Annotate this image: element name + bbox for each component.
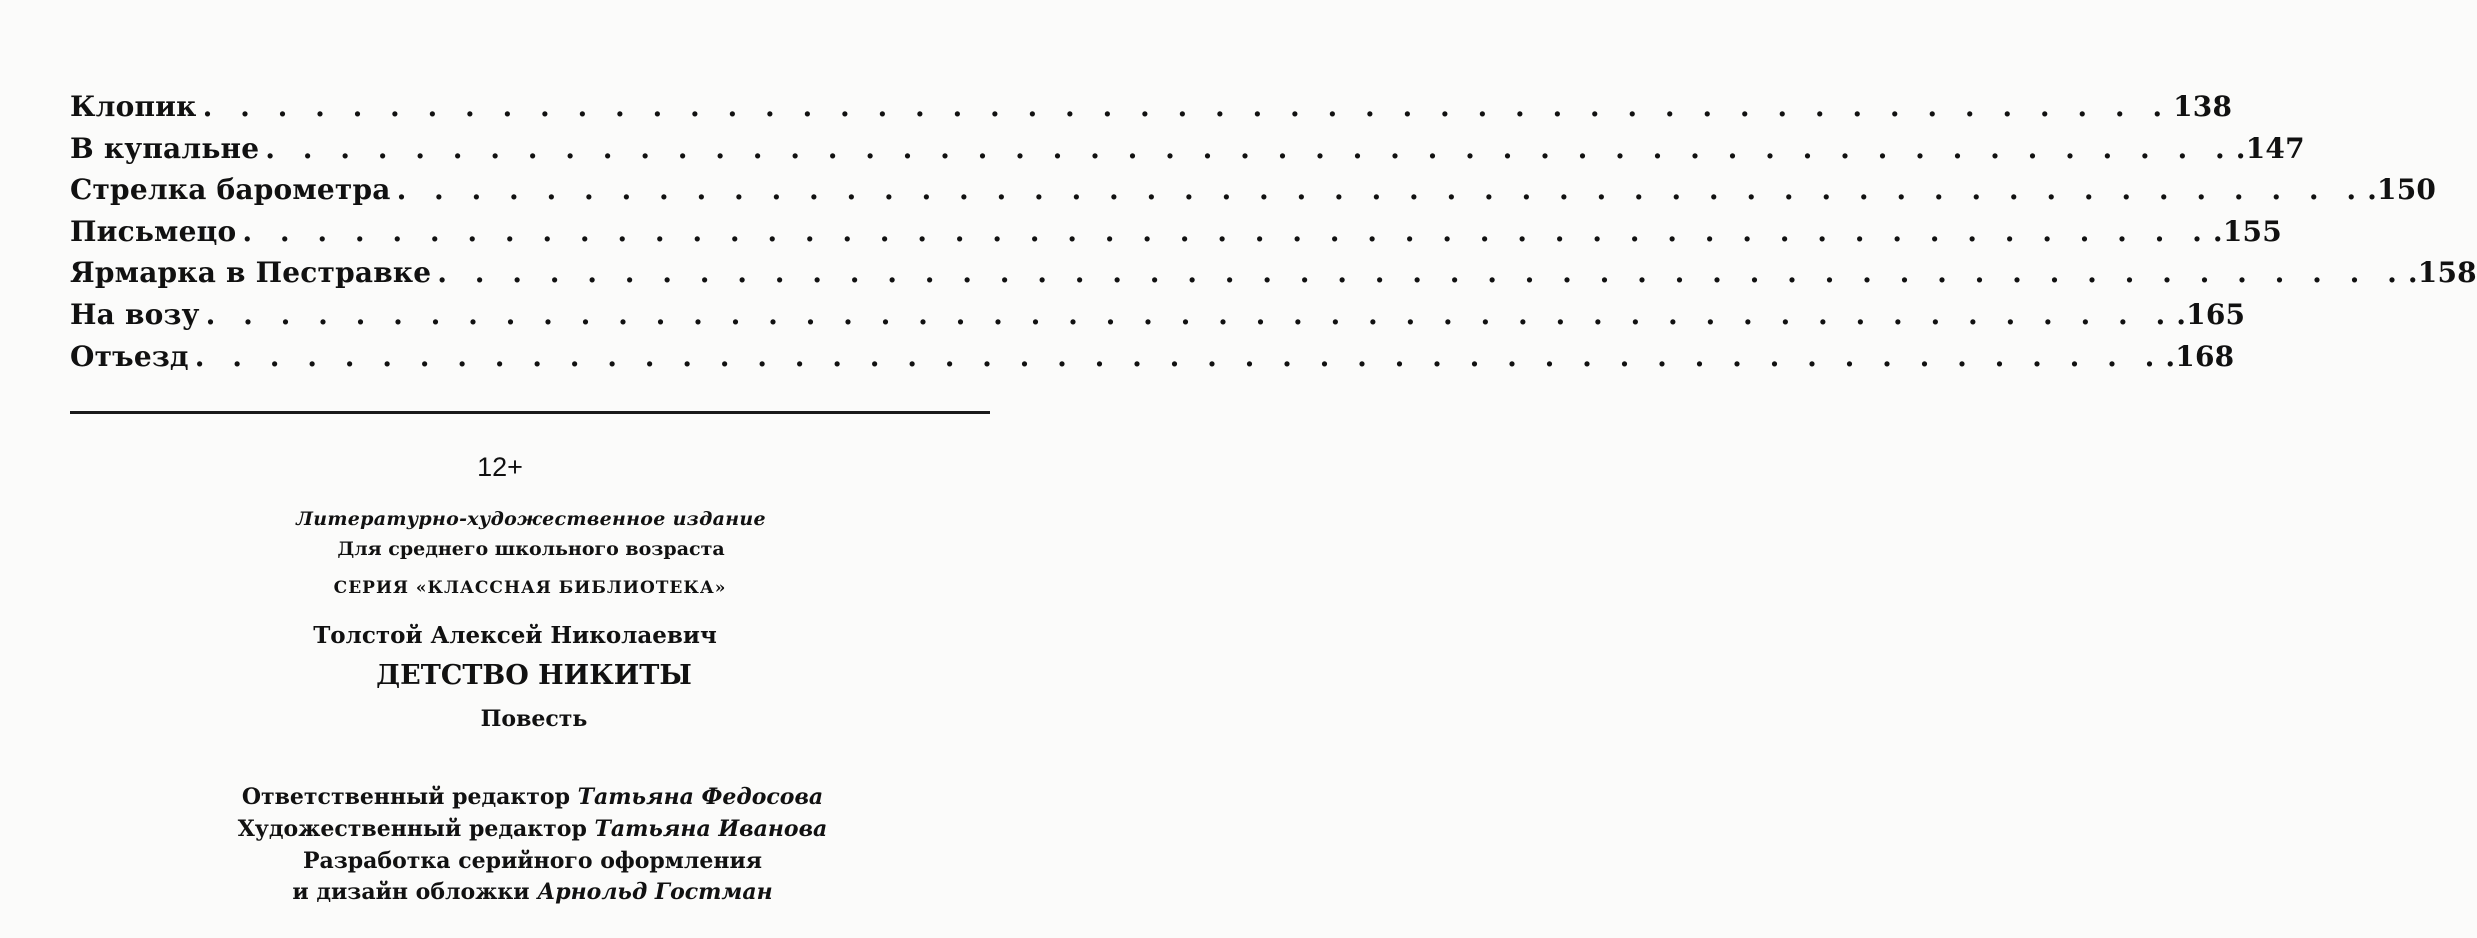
table-of-contents <box>70 90 2477 381</box>
toc-dot-leader: . . . . . . . . . . . . . . . . . . . . . . . . . . . . . . . . . . . . . . . . . . . . . . . . . . . . . <box>194 339 2164 373</box>
toc-dot-leader: . . . . . . . . . . . . . . . . . . . . . . . . . . . . . . . . . . . . . . . . . . . . . . . . . . . . . <box>205 297 2175 331</box>
toc-entry <box>70 256 2477 298</box>
toc-dot-leader: . . . . . . . . . . . . . . . . . . . . . . . . . . . . . . . . . . . . . . . . . . . . . . . . . . . . . <box>265 131 2234 165</box>
credit-role: Художественный редактор <box>237 816 587 842</box>
book-title: ДЕТСТВО НИКИТЫ <box>376 660 692 691</box>
toc-entry <box>70 297 2246 340</box>
toc-entry-page: 138 <box>2173 90 2233 123</box>
toc-entry-title: Письмецо <box>70 214 237 248</box>
toc-entry-page: .147 <box>2235 131 2305 165</box>
toc-entry-page: .150 <box>2367 173 2437 207</box>
credit-name: Арнольд Гостман <box>537 879 773 905</box>
credit-line <box>0 848 1000 874</box>
age-rating: 12+ <box>477 452 523 482</box>
edition-type: Литературно-художественное издание <box>296 508 766 530</box>
credit-line <box>0 879 1000 905</box>
audience-label: Для среднего школьного возраста <box>337 538 725 560</box>
toc-dot-leader: . . . . . . . . . . . . . . . . . . . . . . . . . . . . . . . . . . . . . . . . . . . . . . . . . . . . . <box>242 214 2211 248</box>
toc-entry <box>70 90 2233 132</box>
horizontal-divider <box>70 411 990 414</box>
credit-role: и дизайн обложки <box>292 879 530 905</box>
toc-dot-leader: . . . . . . . . . . . . . . . . . . . . . . . . . . . . . . . . . . . . . . . . . . . . . . . . . . . . . <box>437 256 2406 290</box>
toc-entry-page: .155 <box>2212 214 2282 248</box>
series-label: СЕРИЯ «КЛАССНАЯ БИБЛИОТЕКА» <box>333 578 727 598</box>
toc-entry-page: .158 <box>2407 256 2477 290</box>
credit-line <box>0 816 1000 842</box>
toc-entry-title: Отъезд <box>70 339 189 373</box>
toc-entry <box>70 131 2305 174</box>
author-name: Толстой Алексей Николаевич <box>313 622 717 649</box>
toc-entry <box>70 214 2282 257</box>
credit-role: Ответственный редактор <box>241 784 570 810</box>
credit-name: Татьяна Федосова <box>577 784 824 810</box>
credit-role: Разработка серийного оформления <box>302 848 763 874</box>
toc-entry-title: Ярмарка в Пестравке <box>70 256 432 290</box>
toc-entry <box>70 339 2235 382</box>
credit-name: Татьяна Иванова <box>594 816 828 842</box>
toc-entry-title: В купальне <box>70 131 260 165</box>
credit-line <box>0 784 1000 810</box>
toc-entry-page: .168 <box>2165 339 2235 373</box>
toc-dot-leader: . . . . . . . . . . . . . . . . . . . . . . . . . . . . . . . . . . . . . . . . . . . . . . . . . . . . . <box>396 173 2366 207</box>
toc-entry-title: Клопик <box>70 90 197 123</box>
toc-entry-title: Стрелка барометра <box>70 173 391 207</box>
toc-entry <box>70 173 2437 215</box>
toc-entry-title: На возу <box>70 297 200 331</box>
toc-dot-leader: . . . . . . . . . . . . . . . . . . . . . . . . . . . . . . . . . . . . . . . . . . . . . . . . . . . . . <box>202 90 2172 123</box>
toc-entry-page: .165 <box>2176 297 2246 331</box>
genre-label: Повесть <box>480 706 588 732</box>
